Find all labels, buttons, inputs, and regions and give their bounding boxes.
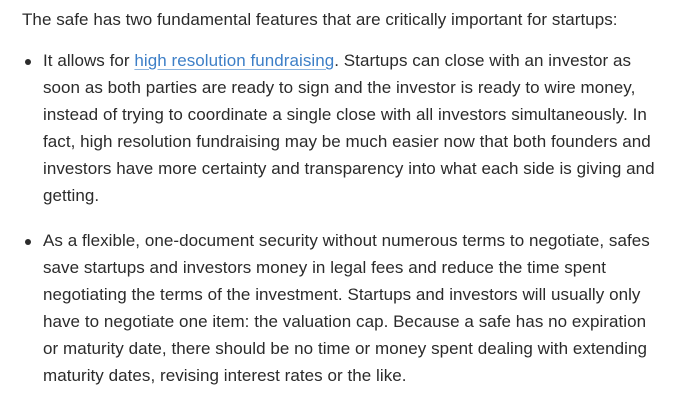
list-item (22, 47, 664, 209)
list-item (22, 227, 664, 389)
bullet-text-prefix: It allows for (43, 51, 135, 70)
bullet-text: As a flexible, one-document security without numerous terms to negotiate, safes save startups and investors money in legal fees and reduce the time spent negotiating the terms of the investment. Startups and investors will usually only have to negotiate one item: the valuation cap. Because a safe has no expiration or maturity date, there should be no time or money spent dealing with extending maturity dates, revising interest rates or the like. (43, 231, 650, 385)
bullet-icon (25, 239, 31, 245)
high-resolution-fundraising-link[interactable]: high resolution fundraising (134, 51, 335, 70)
bullet-icon (25, 59, 31, 65)
bullet-text-suffix: . Startups can close with an investor as soon as both parties are ready to sign and the investor is ready to wire money, instead of trying to coordinate a single close with all investors simultaneously. In fact, high resolution fundraising may be much easier now that both founders and investors have more certainty and transparency into what each side is giving and getting. (43, 51, 655, 205)
feature-list (22, 47, 664, 389)
intro-paragraph: The safe has two fundamental features that are critically important for startups: (22, 10, 618, 29)
